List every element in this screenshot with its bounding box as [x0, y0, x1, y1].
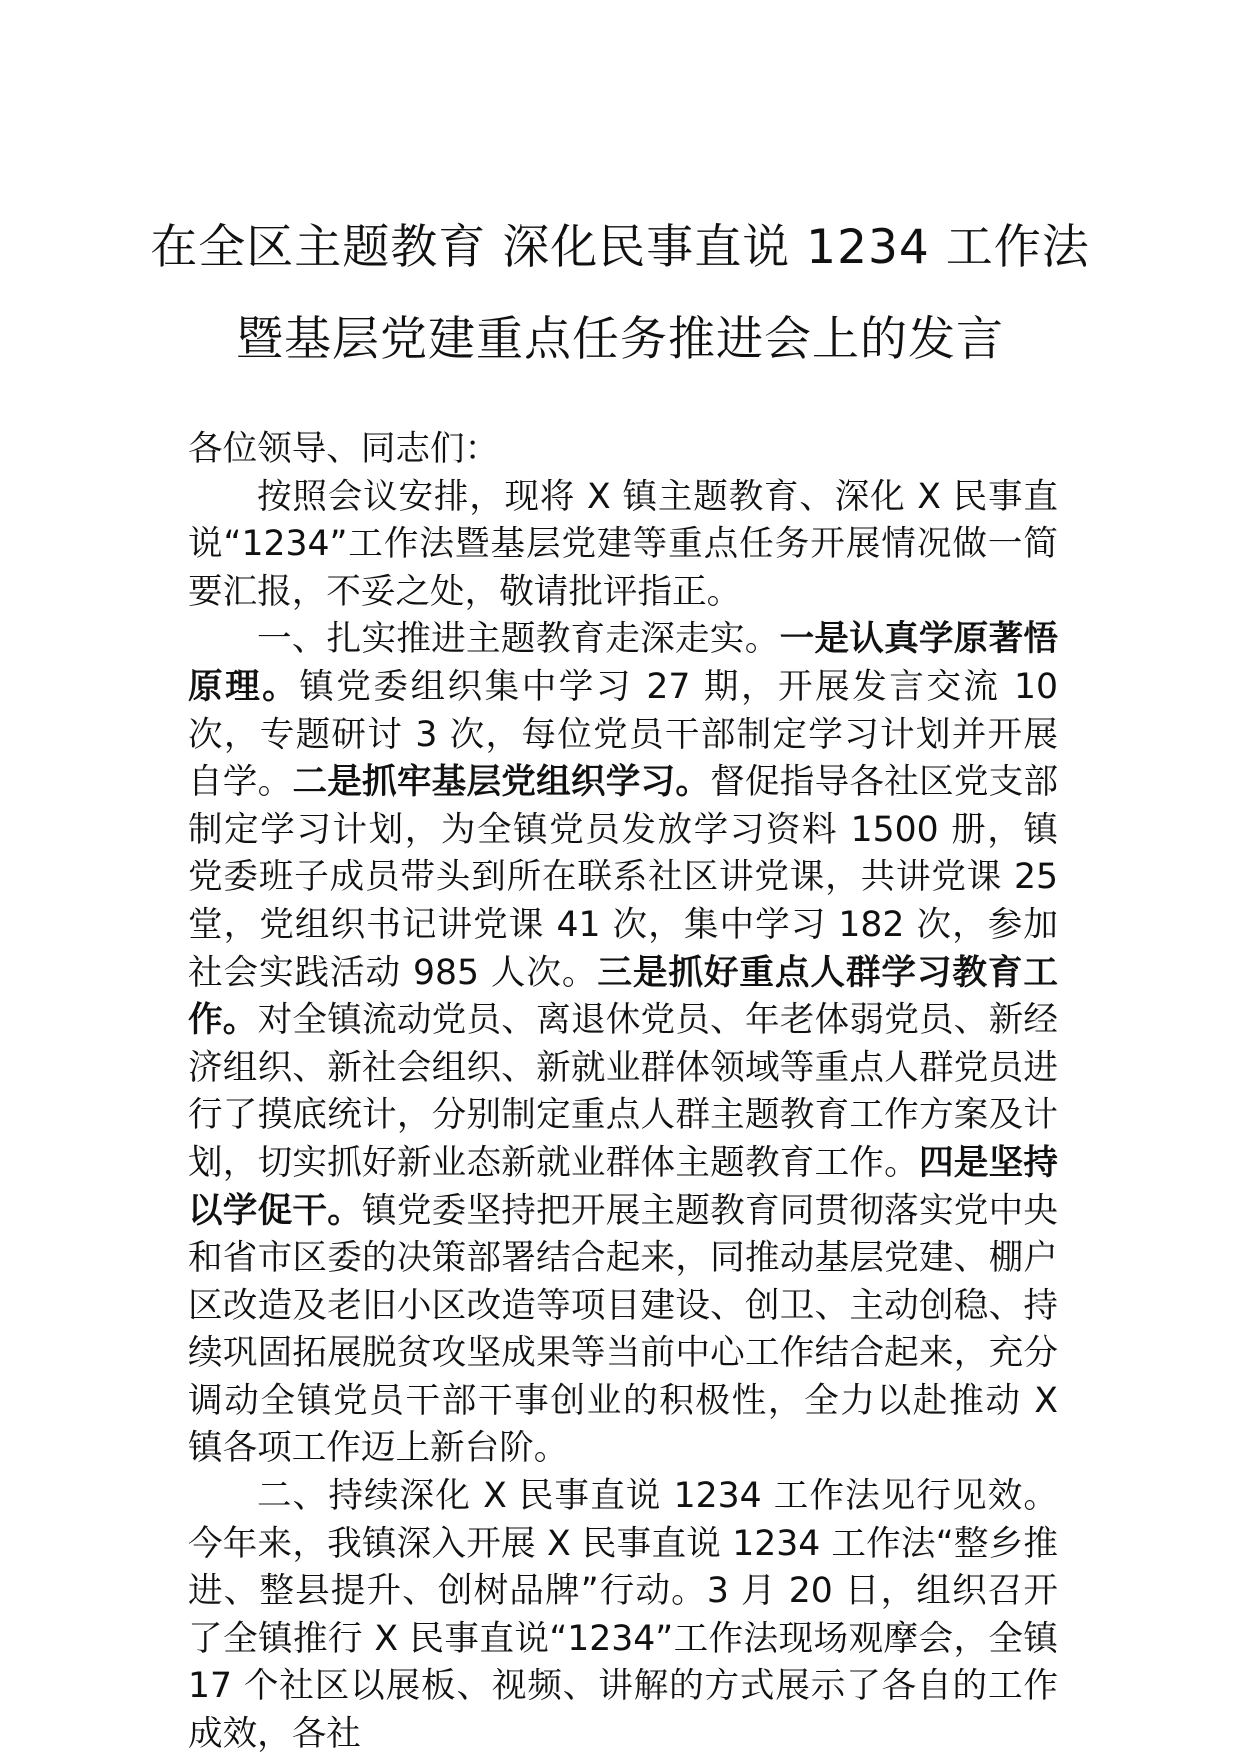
point-1-title: 一是认真学原著悟原理。: [188, 619, 1059, 707]
point-2-text: 督促指导各社区党支部制定学习计划，为全镇党员发放学习资料 1500 册，镇党委班子成员带头到所在联系社区讲党课，共讲党课 25 堂，党组织书记讲党课 41 次，集中学习 182 次，参加社会实践活动 985 人次。: [188, 762, 1059, 993]
intro-paragraph: 按照会议安排，现将 X 镇主题教育、深化 X 民事直说“1234”工作法暨基层党建等重点任务开展情况做一简要汇报，不妥之处，敬请批评指正。: [188, 476, 1058, 612]
point-2-title: 二是抓牢基层党组织学习。: [292, 762, 711, 803]
point-1-text: 镇党委组织集中学习 27 期，开展发言交流 10 次，专题研讨 3 次，每位党员干部制定学习计划并开展自学。: [188, 666, 1058, 803]
document-title-line-2: 暨基层党建重点任务推进会上的发言: [236, 312, 1004, 367]
point-3-title: 三是抓好重点人群学习教育工作。: [188, 952, 1059, 1041]
section-2-paragraph: 二、持续深化 X 民事直说 1234 工作法见行见效。今年来，我镇深入开展 X 民事直说 1234 工作法“整乡推进、整县提升、创树品牌”行动。3 月 20 日，组织召开了全镇推行 X 民事直说“1234”工作法现场观摩会，全镇 17 个社区以展板、视频、讲解的方式展示了各自的工作成效，各社: [188, 1476, 1058, 1755]
document-title-line-1: 在全区主题教育 深化民事直说 1234 工作法: [150, 220, 1090, 275]
section-1-heading: 一、扎实推进主题教育走深走实。: [257, 619, 780, 660]
point-3-text: 对全镇流动党员、离退休党员、年老体弱党员、新经济组织、新社会组织、新就业群体领域等重点人群党员进行了摸底统计，分别制定重点人群主题教育工作方案及计划，切实抓好新业态新就业群体主题教育工作。: [188, 1000, 1059, 1183]
point-4-text: 镇党委坚持把开展主题教育同贯彻落实党中央和省市区委的决策部署结合起来，同推动基层党建、棚户区改造及老旧小区改造等项目建设、创卫、主动创稳、持续巩固拓展脱贫攻坚成果等当前中心工作结合起来，充分调动全镇党员干部干事创业的积极性，全力以赴推动 X 镇各项工作迈上新台阶。: [188, 1190, 1058, 1469]
document-body: [188, 426, 1058, 1759]
point-4-title: 四是坚持以学促干。: [188, 1142, 1059, 1231]
section-1-paragraph: [188, 616, 1058, 1473]
salutation: 各位领导、同志们：: [188, 429, 500, 469]
